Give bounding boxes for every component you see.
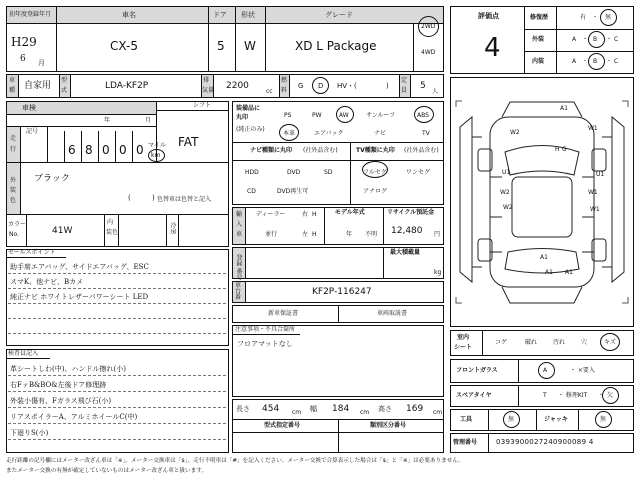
displacement: 2200 — [226, 81, 249, 91]
mileage-digit-5: 0 — [136, 143, 144, 157]
model-year-unit: 年 — [346, 231, 353, 238]
navi-note: (社外品含む) — [303, 147, 338, 154]
model-label: 車名 — [122, 11, 136, 19]
shape-label: 形状 — [241, 11, 255, 19]
mileage-digit-2: 8 — [85, 143, 93, 157]
seat-item-hole: 穴 — [581, 339, 588, 346]
equipment-title: 装備品に — [236, 105, 261, 112]
length-unit: cm — [292, 409, 302, 416]
row-car-type — [6, 74, 444, 98]
interior-c: C — [614, 58, 619, 65]
color-value: ブラック — [34, 174, 70, 184]
interior-color-label-2: 装色 — [106, 229, 119, 236]
seat-item-dirt: 汚れ — [553, 339, 566, 346]
import-label: 輸 — [236, 211, 243, 218]
notes-block — [232, 325, 444, 397]
navi-dvd: DVD — [287, 169, 301, 176]
chassis-number: KF2P-116247 — [312, 287, 372, 297]
car-use-type: 自家用 — [24, 81, 52, 91]
import-right-h: H — [312, 211, 317, 218]
import-dealer: ディーラー — [256, 211, 286, 218]
first-reg-label: 初年度登録年月 — [9, 11, 52, 18]
diag-label-10: W1 — [588, 189, 598, 196]
tv-fullseg: フルセグ — [363, 169, 387, 176]
import-label-3: 車 — [236, 231, 243, 238]
first-reg-year: H29 — [11, 35, 37, 49]
seat-label-2: シート — [454, 344, 473, 351]
seat-item-tear: 破れ — [525, 339, 538, 346]
tools-label: 工具 — [460, 416, 473, 423]
footer-note-2: またメーター交換の有無が確定していないものはメーター改ざん車と扱います。 — [6, 468, 207, 474]
model-name: CX-5 — [110, 39, 138, 53]
diag-label-2: W1 — [588, 125, 598, 132]
fuel-d: D — [318, 82, 324, 90]
equip-airbag: エアバック — [314, 130, 344, 137]
equip-ps: PS — [284, 112, 292, 119]
exterior-b: B — [593, 36, 598, 43]
mileage-digit-3: 0 — [102, 143, 110, 157]
exterior-dot-1: ・ — [582, 36, 589, 43]
mileage-note-label: 記号 — [26, 128, 39, 135]
door-count: 5 — [217, 39, 225, 53]
diag-label-11: W1 — [590, 206, 600, 213]
equipment-title-2: 丸印 — [236, 114, 249, 121]
load-unit: kg — [434, 269, 442, 276]
disp-label: 排 — [203, 77, 210, 84]
color-code-label: カラー — [8, 221, 27, 228]
navi-title: ナビ種類に丸印 — [250, 147, 293, 154]
diag-label-14: A1 — [545, 269, 553, 276]
inspector-line-3: 外装小傷有、Fガラス飛び石(小) — [10, 397, 112, 405]
height-label: 高さ — [378, 405, 392, 413]
front-glass-label: フロントガラス — [456, 367, 498, 374]
width-unit: cm — [360, 409, 370, 416]
fuel-label-2: 料 — [281, 87, 288, 94]
length-label: 長さ — [236, 405, 250, 413]
seat-item-burn: コゲ — [495, 339, 508, 346]
mileage-digit-1: 6 — [68, 143, 76, 157]
spare-kit: ・ 修理KIT — [558, 392, 588, 399]
kensa-month: 月 — [145, 117, 152, 124]
repair-label: 修復歴 — [530, 14, 549, 21]
spare-dot: ・ — [598, 392, 605, 399]
sales-line-3: 純正ナビ ホワイトレザーパワーシート LED — [10, 293, 149, 301]
spare-t: T — [543, 392, 547, 399]
car-label-2: 種 — [9, 87, 16, 94]
exterior-dot-2: ・ — [606, 36, 613, 43]
equip-pw: PW — [312, 112, 322, 119]
score-value: 4 — [484, 33, 501, 63]
notes-text: フロアマットなし — [237, 340, 293, 348]
aircon-label: 冷房 — [169, 222, 176, 234]
capacity-unit: 人 — [432, 88, 439, 95]
diag-label-9: U1 — [596, 171, 605, 178]
seat-item-scratch: キズ — [604, 339, 616, 346]
diag-label-7: H — [555, 146, 560, 153]
model-year-unknown: 不明 — [365, 231, 378, 238]
equip-leather: 本革 — [283, 130, 296, 137]
import-right: 右 — [302, 211, 309, 218]
navi-sd: SD — [324, 169, 333, 176]
height-unit: cm — [433, 409, 443, 416]
interior-dot-1: ・ — [582, 58, 589, 65]
import-left: 左 — [302, 231, 309, 238]
reg-label-2: 番号 — [235, 268, 242, 280]
km-unit: km — [151, 152, 161, 159]
sales-line-1: 助手席エアバッグ、サイドエアバッグ、ESC — [10, 263, 149, 271]
diag-label-1: W2 — [510, 129, 520, 136]
spare-label: スペアタイヤ — [456, 392, 492, 399]
jack-none: 無 — [600, 416, 607, 423]
fuel-close: ) — [386, 82, 389, 90]
class-no-label: 類別区分番号 — [370, 422, 407, 429]
color-no-label: No. — [9, 231, 19, 238]
color-label-3: 色 — [10, 197, 17, 204]
reg-label: 登録 — [235, 254, 242, 266]
spare-none: 欠 — [607, 392, 614, 399]
import-left-h: H — [312, 231, 317, 238]
height-value: 169 — [406, 404, 424, 414]
import-label-2: 入 — [236, 221, 243, 228]
width-label: 幅 — [310, 405, 317, 413]
recycle-yen: 円 — [434, 231, 441, 238]
inspector-line-2: 右FァB&BO&左後ドア修理跡 — [10, 381, 107, 389]
repair-yes: 有 — [580, 14, 587, 21]
glass-need: ・ ×要入 — [570, 367, 595, 374]
grade-label: グレード — [325, 11, 353, 19]
car-diagram — [450, 77, 634, 327]
mileage-label: 走 — [10, 135, 17, 142]
diag-label-4: W2 — [500, 189, 510, 196]
interior-color-label: 内 — [107, 219, 114, 226]
exterior-label: 外装 — [532, 36, 545, 43]
repair-dot: ・ — [592, 14, 599, 21]
color-label: 外 — [10, 177, 17, 184]
interior-label: 内装 — [532, 58, 545, 65]
navi-dvd-play: DVD再生可 — [277, 188, 309, 195]
tv-note: (社外品含む) — [404, 147, 439, 154]
color-note: 色替車は色替と記入 — [157, 196, 212, 203]
inspector-line-5: 下廻りS(小) — [10, 429, 49, 437]
shift-label: シフト — [193, 102, 212, 109]
recycle-value: 12,480 — [391, 226, 423, 236]
footer-note-1: 走行距離の記号欄にはメーター改ざん車は「※」、メーター交換車は「$」、走行不明車は「#」を記入ください。メーター交換で合算表示した場合は「$」と「※」は必要ありません。 — [6, 458, 464, 464]
fuel-label: 燃 — [281, 77, 288, 84]
jack-label: ジャッキ — [544, 416, 568, 423]
chassis-label-3: 番 — [235, 294, 242, 301]
mile-unit: マイル — [148, 142, 166, 149]
fuel-hv: HV・( — [337, 82, 357, 90]
mileage-digit-4: 0 — [119, 143, 127, 157]
recycle-label: リサイクル預託金 — [387, 209, 435, 216]
chassis-label: 車 — [235, 282, 242, 289]
equip-abs: ABS — [417, 112, 429, 119]
first-reg-month: 6 — [20, 54, 26, 64]
load-label: 最大積載量 — [390, 249, 421, 256]
equip-aw: AW — [339, 112, 349, 119]
management-label: 管理番号 — [453, 439, 478, 446]
grade-value: XD L Package — [295, 39, 377, 53]
kensa-label: 車検 — [22, 104, 36, 112]
interior-a: A — [572, 58, 577, 65]
interior-dot-2: ・ — [606, 58, 613, 65]
glass-a: A — [543, 367, 548, 374]
kensa-year: 年 — [104, 117, 111, 124]
diag-label-3: U1 — [502, 169, 511, 176]
type-label: 型 — [61, 77, 68, 84]
door-label: ドア — [213, 11, 227, 19]
sales-line-2: スマK、他ナビ、Bカメ — [10, 278, 84, 286]
sales-title: セールスポイント — [8, 249, 56, 256]
drive-4wd: 4WD — [421, 49, 436, 56]
length-value: 454 — [262, 404, 280, 414]
chassis-label-2: 台 — [235, 288, 242, 295]
diag-label-6: A1 — [560, 105, 568, 112]
capacity: 5 — [420, 81, 426, 91]
disp-label-2: 気量 — [202, 87, 215, 94]
manual-label: 車両取説書 — [377, 310, 408, 317]
notes-title: 注意事項・不具合箇所 — [235, 326, 296, 333]
diag-label-13: A1 — [565, 269, 573, 276]
equip-sunroof: サンルーフ — [366, 112, 396, 119]
equipment-note: (純正のみ) — [236, 126, 265, 133]
exterior-c: C — [614, 36, 619, 43]
width-value: 184 — [332, 404, 350, 414]
inspector-line-4: リアスポイラーA、アルミホイールC(中) — [10, 413, 138, 421]
tv-oneseg: ワンセグ — [406, 169, 431, 176]
fuel-g: G — [298, 82, 304, 90]
cc-unit: cc — [266, 88, 273, 95]
car-label: 車 — [9, 77, 16, 84]
tv-title: TV種類に丸印 — [356, 147, 395, 154]
tv-analog: アナログ — [363, 188, 388, 195]
type-code: LDA-KF2P — [105, 81, 149, 91]
color-paren-close: ) — [152, 194, 155, 202]
management-number: 0393900027240900089 4 — [496, 438, 594, 446]
shift-value: FAT — [178, 135, 199, 149]
drive-2wd: 2WD — [421, 23, 436, 30]
navi-hdd: HDD — [245, 169, 259, 176]
seat-label: 室内 — [457, 334, 470, 341]
warranty-label: 新車保証書 — [268, 310, 299, 317]
mileage-label-2: 行 — [10, 146, 17, 153]
exterior-a: A — [572, 36, 577, 43]
equip-tv: TV — [422, 130, 430, 137]
diag-label-12: A1 — [540, 254, 548, 261]
color-paren-open: ( — [128, 194, 131, 202]
diag-label-5: W2 — [503, 204, 513, 211]
cap-label-2: 員 — [401, 87, 408, 94]
diag-label-8: G — [562, 146, 567, 153]
import-parallel: 並行 — [265, 231, 278, 238]
equip-navi: ナビ — [374, 130, 387, 137]
interior-b: B — [593, 58, 598, 65]
repair-no: 無 — [605, 14, 612, 21]
color-label-2: 装 — [10, 187, 17, 194]
month-unit: 月 — [38, 59, 45, 67]
score-label: 評価点 — [478, 12, 499, 20]
inspector-title: 検査員記入 — [8, 350, 39, 357]
inspector-line-1: 革シートしわ(中)、ハンドル擦れ(小) — [10, 365, 126, 373]
navi-cd: CD — [247, 188, 256, 195]
body-shape: W — [244, 39, 256, 53]
color-code: 41W — [52, 226, 73, 236]
model-year-label: モデル年式 — [335, 209, 365, 216]
type-no-label: 型式指定番号 — [264, 422, 301, 429]
tools-none: 無 — [508, 416, 515, 423]
type-label-2: 式 — [61, 87, 68, 94]
cap-label: 定 — [401, 77, 408, 84]
